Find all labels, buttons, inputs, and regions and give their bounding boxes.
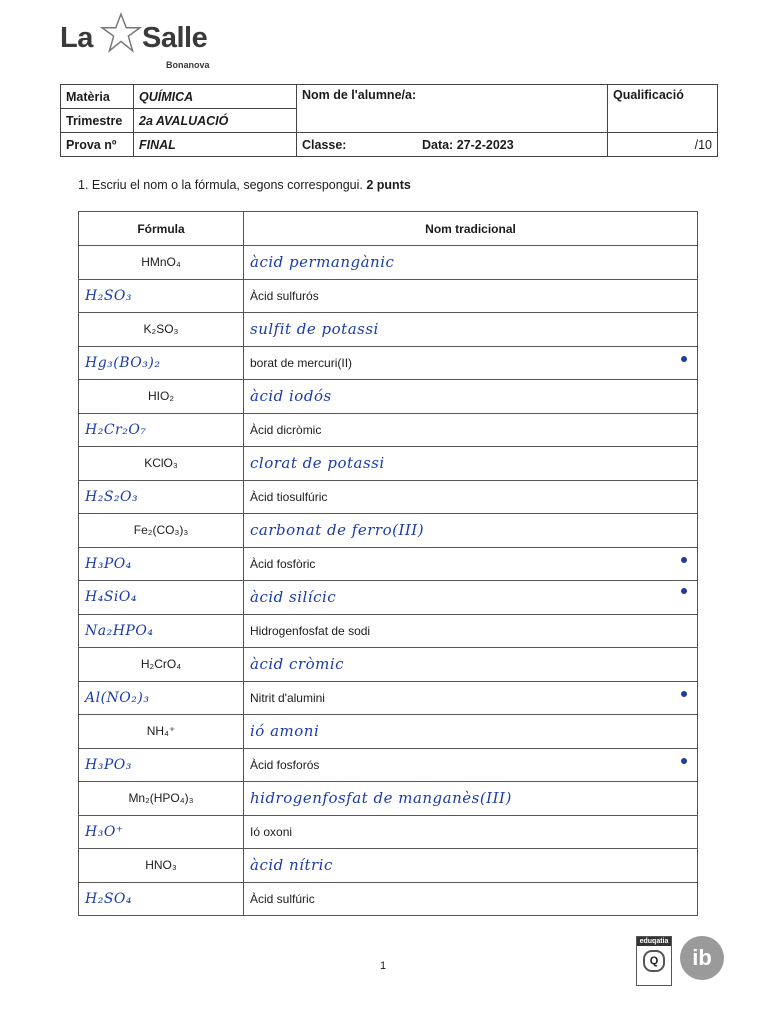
formula-text: K₂SO₃ <box>143 322 179 337</box>
table-row <box>79 581 698 615</box>
formula-text: H₃PO₄ <box>85 555 132 572</box>
name-cell[interactable] <box>244 514 698 548</box>
name-text: Hidrogenfosfat de sodi <box>250 623 371 638</box>
name-text: clorat de potassi <box>250 454 385 473</box>
name-text: Àcid fosforós <box>250 757 320 772</box>
formula-text: HMnO₄ <box>141 255 181 270</box>
formula-cell[interactable] <box>79 581 244 615</box>
page-number: 1 <box>380 960 387 972</box>
correction-mark-icon <box>681 557 687 563</box>
name-text: Àcid sulfúric <box>250 891 315 906</box>
name-text: Àcid fosfòric <box>250 556 316 571</box>
correction-mark-icon <box>681 588 687 594</box>
eduqatia-badge <box>636 936 672 986</box>
name-text: borat de mercuri(II) <box>250 355 353 370</box>
formula-cell[interactable] <box>79 514 244 548</box>
name-text: sulfit de potassi <box>250 320 379 339</box>
name-text: àcid cròmic <box>250 655 345 674</box>
column-header-formula: Fórmula <box>79 212 244 246</box>
table-row <box>79 313 698 347</box>
name-cell[interactable] <box>244 648 698 682</box>
name-text: àcid silícic <box>250 588 337 607</box>
formula-text: H₂CrO₄ <box>140 657 182 672</box>
formula-text: Fe₂(CO₃)₃ <box>133 523 189 538</box>
name-cell[interactable] <box>244 882 698 916</box>
nomenclature-table <box>78 211 698 916</box>
formula-cell[interactable] <box>79 681 244 715</box>
name-text: Àcid tiosulfúric <box>250 489 328 504</box>
formula-text: Na₂HPO₄ <box>85 622 154 639</box>
formula-cell[interactable] <box>79 480 244 514</box>
table-row <box>79 547 698 581</box>
prova-value: FINAL <box>134 133 297 157</box>
formula-cell[interactable] <box>79 614 244 648</box>
formula-cell[interactable] <box>79 413 244 447</box>
logo-subtitle: Bonanova <box>166 60 210 70</box>
formula-text: H₂SO₄ <box>85 890 133 907</box>
prova-label: Prova nº <box>61 133 134 157</box>
table-row <box>79 815 698 849</box>
name-cell[interactable] <box>244 380 698 414</box>
table-row <box>79 346 698 380</box>
formula-text: H₂SO₃ <box>85 287 133 304</box>
name-cell[interactable] <box>244 480 698 514</box>
formula-text: H₄SiO₄ <box>85 589 137 606</box>
name-cell[interactable] <box>244 547 698 581</box>
name-cell[interactable] <box>244 447 698 481</box>
formula-text: H₂S₂O₃ <box>85 488 139 505</box>
name-cell[interactable] <box>244 849 698 883</box>
table-row <box>79 882 698 916</box>
qualificacio-label: Qualificació <box>608 85 718 133</box>
correction-mark-icon <box>681 691 687 697</box>
star-icon <box>100 12 142 54</box>
formula-text: NH₄⁺ <box>146 724 176 739</box>
column-header-nom: Nom tradicional <box>244 212 698 246</box>
table-row <box>79 782 698 816</box>
formula-cell[interactable] <box>79 849 244 883</box>
trimestre-label: Trimestre <box>61 109 134 133</box>
formula-cell[interactable] <box>79 313 244 347</box>
question-prompt <box>78 178 411 192</box>
quality-icon: Q <box>643 950 665 972</box>
materia-label: Matèria <box>61 85 134 109</box>
table-row <box>79 279 698 313</box>
correction-mark-icon <box>681 758 687 764</box>
formula-cell[interactable] <box>79 782 244 816</box>
name-text: hidrogenfosfat de manganès(III) <box>250 789 512 808</box>
logo-word-salle: Salle <box>142 22 208 54</box>
formula-cell[interactable] <box>79 748 244 782</box>
school-logo <box>60 14 220 74</box>
formula-cell[interactable] <box>79 246 244 280</box>
formula-text: HNO₃ <box>145 858 177 873</box>
table-row <box>79 447 698 481</box>
name-cell[interactable] <box>244 246 698 280</box>
formula-text: H₂Cr₂O₇ <box>85 421 147 438</box>
classe-label: Classe: <box>302 137 347 152</box>
formula-text: Hg₃(BO₃)₂ <box>85 354 161 371</box>
name-cell[interactable] <box>244 815 698 849</box>
formula-text: H₃O⁺ <box>85 823 124 840</box>
name-text: àcid iodós <box>250 387 332 406</box>
formula-cell[interactable] <box>79 380 244 414</box>
table-row <box>79 246 698 280</box>
name-cell[interactable] <box>244 346 698 380</box>
name-text: àcid nítric <box>250 856 333 875</box>
question-text: 1. Escriu el nom o la fórmula, segons correspongui. <box>78 178 363 192</box>
materia-value: QUÍMICA <box>134 85 297 109</box>
formula-cell[interactable] <box>79 346 244 380</box>
exam-date: Data: 27-2-2023 <box>421 137 514 152</box>
eduqatia-label: eduqatia <box>637 937 671 946</box>
name-cell[interactable] <box>244 413 698 447</box>
formula-cell[interactable] <box>79 279 244 313</box>
name-cell[interactable] <box>244 313 698 347</box>
name-text: Ió oxoni <box>250 824 293 839</box>
name-text: ió amoni <box>250 722 320 741</box>
name-text: Àcid sulfurós <box>250 288 319 303</box>
formula-cell[interactable] <box>79 815 244 849</box>
formula-cell[interactable] <box>79 447 244 481</box>
nom-alumne-label: Nom de l'alumne/a: <box>297 85 608 133</box>
name-cell[interactable] <box>244 614 698 648</box>
name-cell[interactable] <box>244 681 698 715</box>
logo-word-la: La <box>60 22 93 54</box>
formula-cell[interactable] <box>79 715 244 749</box>
table-row <box>79 413 698 447</box>
exam-header-table <box>60 84 718 157</box>
name-cell[interactable] <box>244 782 698 816</box>
formula-text: HIO₂ <box>148 389 174 404</box>
table-row <box>79 748 698 782</box>
formula-cell[interactable] <box>79 648 244 682</box>
name-text: Àcid dicròmic <box>250 422 322 437</box>
formula-cell[interactable] <box>79 547 244 581</box>
name-text: Nitrit d'alumini <box>250 690 325 705</box>
trimestre-value: 2a AVALUACIÓ <box>134 109 297 133</box>
table-row <box>79 480 698 514</box>
formula-text: Mn₂(HPO₄)₃ <box>128 791 194 806</box>
table-row <box>79 614 698 648</box>
score-field: /10 <box>608 133 718 157</box>
correction-mark-icon <box>681 356 687 362</box>
classe-data-cell <box>297 133 608 157</box>
formula-text: Al(NO₂)₃ <box>85 689 150 706</box>
name-cell[interactable] <box>244 748 698 782</box>
name-cell[interactable] <box>244 715 698 749</box>
table-row <box>79 715 698 749</box>
ib-logo: ib <box>680 936 724 980</box>
name-text: carbonat de ferro(III) <box>250 521 425 540</box>
name-text: àcid permangànic <box>250 253 395 272</box>
question-points: 2 punts <box>366 178 411 192</box>
table-row <box>79 380 698 414</box>
formula-text: KClO₃ <box>144 456 178 471</box>
name-cell[interactable] <box>244 279 698 313</box>
formula-text: H₃PO₃ <box>85 756 132 773</box>
name-cell[interactable] <box>244 581 698 615</box>
table-row <box>79 514 698 548</box>
formula-cell[interactable] <box>79 882 244 916</box>
table-row <box>79 648 698 682</box>
table-row <box>79 681 698 715</box>
table-row <box>79 849 698 883</box>
